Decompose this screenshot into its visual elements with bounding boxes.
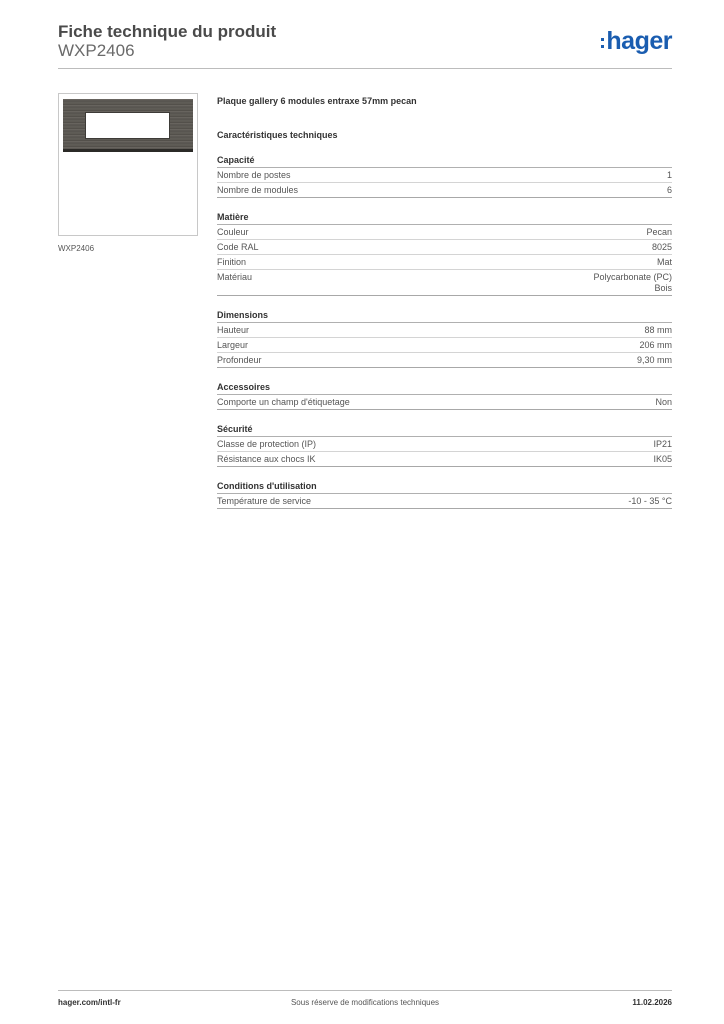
page-footer	[58, 998, 672, 1012]
spec-row	[217, 270, 672, 296]
spec-value: 88 mm	[644, 325, 672, 335]
spec-value: 8025	[651, 242, 672, 252]
spec-row	[217, 452, 672, 467]
section-title: Dimensions	[217, 309, 672, 323]
spec-row	[217, 395, 672, 410]
logo-colon-icon	[601, 38, 604, 48]
spec-label: Comporte un champ d'étiquetage	[217, 397, 350, 407]
section-capacite	[217, 154, 672, 198]
website-link[interactable]: hager.com/intl-fr	[58, 998, 121, 1007]
spec-value: Non	[655, 397, 672, 407]
spec-label: Température de service	[217, 496, 312, 506]
spec-value	[593, 272, 672, 294]
spec-label: Matériau	[217, 272, 253, 282]
spec-row	[217, 168, 672, 183]
spec-value-line: Polycarbonate (PC)	[593, 272, 672, 282]
logo-text: hager	[606, 27, 672, 55]
spec-label: Résistance aux chocs IK	[217, 454, 316, 464]
section-title: Accessoires	[217, 381, 672, 395]
spec-row	[217, 323, 672, 338]
footer-date: 11.02.2026	[632, 998, 672, 1007]
spec-label: Nombre de modules	[217, 185, 299, 195]
section-title: Conditions d'utilisation	[217, 480, 672, 494]
spec-value: Mat	[656, 257, 672, 267]
spec-row	[217, 225, 672, 240]
spec-row	[217, 494, 672, 509]
spec-value: 1	[666, 170, 672, 180]
spec-row	[217, 338, 672, 353]
page-header	[58, 20, 672, 68]
spec-value: 206 mm	[639, 340, 672, 350]
hager-logo	[601, 27, 672, 55]
section-title: Matière	[217, 211, 672, 225]
spec-value: 6	[666, 185, 672, 195]
footer-notice: Sous réserve de modifications techniques	[290, 998, 440, 1007]
spec-value: IP21	[653, 439, 672, 449]
product-reference: WXP2406	[58, 41, 135, 60]
plate-opening	[85, 112, 170, 139]
product-image	[58, 93, 198, 236]
spec-value: IK05	[653, 454, 672, 464]
spec-label: Code RAL	[217, 242, 259, 252]
tech-characteristics-heading: Caractéristiques techniques	[217, 130, 338, 140]
spec-row	[217, 255, 672, 270]
spec-label: Couleur	[217, 227, 249, 237]
spec-label: Hauteur	[217, 325, 250, 335]
section-title: Sécurité	[217, 423, 672, 437]
section-securite	[217, 423, 672, 467]
spec-row	[217, 437, 672, 452]
spec-row	[217, 353, 672, 368]
spec-content	[217, 95, 672, 509]
spec-row	[217, 240, 672, 255]
spec-value: 9,30 mm	[636, 355, 672, 365]
spec-value-line: Bois	[654, 283, 672, 293]
section-matiere	[217, 211, 672, 296]
spec-label: Finition	[217, 257, 247, 267]
spec-value: -10 - 35 °C	[628, 496, 672, 506]
document-title: Fiche technique du produit	[58, 22, 277, 41]
spec-label: Classe de protection (IP)	[217, 439, 317, 449]
section-accessoires	[217, 381, 672, 410]
spec-row	[217, 183, 672, 198]
spec-label: Largeur	[217, 340, 249, 350]
product-name: Plaque gallery 6 modules entraxe 57mm pecan	[217, 96, 417, 106]
footer-divider	[58, 990, 672, 991]
image-caption: WXP2406	[58, 244, 95, 253]
section-title: Capacité	[217, 154, 672, 168]
header-divider	[58, 68, 672, 69]
spec-label: Profondeur	[217, 355, 262, 365]
plate-edge	[63, 149, 193, 152]
section-dimensions	[217, 309, 672, 368]
spec-value: Pecan	[646, 227, 672, 237]
spec-label: Nombre de postes	[217, 170, 291, 180]
wall-plate-illustration	[63, 99, 193, 152]
section-conditions	[217, 480, 672, 509]
